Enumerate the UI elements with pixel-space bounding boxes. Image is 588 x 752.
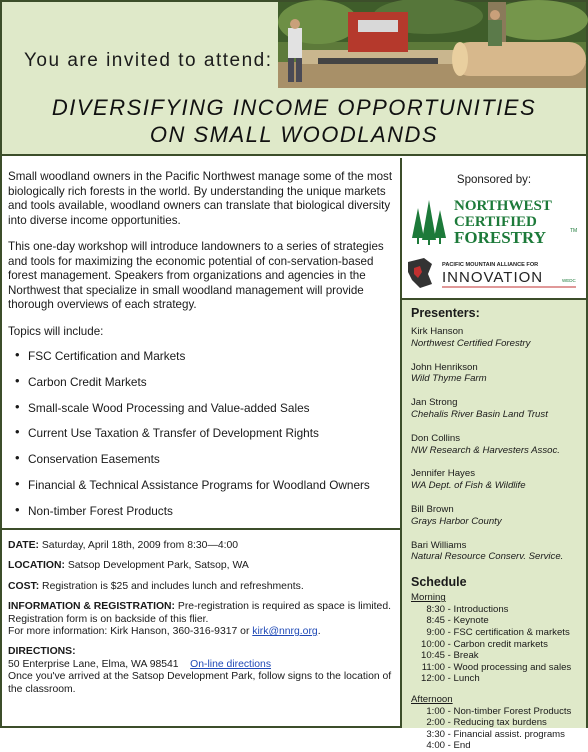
- presenter-item: [411, 504, 586, 528]
- schedule-item: [411, 662, 586, 674]
- topic-item: • Small-scale Wood Processing and Value-added Sales: [8, 401, 394, 427]
- nwcf-line3: FORESTRY: [454, 228, 546, 247]
- presenter-item: [411, 433, 586, 457]
- schedule-time: 9:00: [426, 626, 445, 638]
- topics-list: [8, 349, 394, 530]
- directions-row: [8, 646, 394, 696]
- presenter-item: [411, 540, 586, 564]
- sponsored-by-label: Sponsored by:: [456, 174, 532, 186]
- topic-item: • Conservation Easements: [8, 452, 394, 478]
- presenter-name: Jennifer Hayes: [411, 468, 475, 480]
- cost-label: COST:: [8, 580, 40, 592]
- registration-label: INFORMATION & REGISTRATION:: [8, 601, 176, 613]
- presenter-name: Jan Strong: [411, 397, 458, 409]
- date-row: [8, 540, 394, 552]
- date-value: Saturday, April 18th, 2009 from 8:30—4:00: [38, 540, 239, 551]
- schedule-text: - Financial assist. programs: [445, 728, 565, 740]
- topic-item: • FSC Certification and Markets: [8, 349, 394, 375]
- schedule-text: - FSC certification & markets: [445, 626, 570, 638]
- presenter-org: WA Dept. of Fish & Wildlife: [411, 480, 526, 492]
- event-title: [2, 94, 586, 148]
- sawmill-photo: [278, 2, 586, 88]
- schedule-time: 11:00: [421, 661, 445, 673]
- afternoon-label: Afternoon: [411, 693, 453, 705]
- pmai-line2: INNOVATION: [442, 269, 544, 286]
- presenter-name: Don Collins: [411, 432, 461, 444]
- schedule-text: - Wood processing and sales: [445, 661, 572, 673]
- topic-item: • Financial & Technical Assistance Programs for Woodland Owners: [8, 478, 394, 504]
- presenters-schedule-panel: [402, 298, 586, 752]
- schedule-time: 10:00: [420, 638, 445, 650]
- schedule-item: [411, 740, 586, 752]
- schedule-item: [411, 706, 586, 718]
- presenter-name: John Henrikson: [411, 361, 478, 373]
- presenter-org: Wild Thyme Farm: [411, 373, 487, 385]
- presenter-org: NW Research & Harvesters Assoc.: [411, 444, 560, 456]
- schedule-item: [411, 717, 586, 729]
- presenter-item: [411, 326, 586, 350]
- pmai-line1: PACIFIC MOUNTAIN ALLIANCE FOR: [442, 262, 539, 268]
- nwcf-line1: NORTHWEST: [454, 198, 552, 214]
- sponsors-box: [402, 158, 586, 298]
- nwcf-tm: TM: [570, 228, 578, 234]
- schedule-text: - Carbon credit markets: [445, 638, 548, 650]
- topic-item: • Carbon Credit Markets: [8, 375, 394, 401]
- presenter-org: Northwest Certified Forestry: [411, 337, 531, 349]
- schedule-item: [411, 673, 586, 685]
- event-details: [2, 528, 400, 728]
- schedule-item: [411, 650, 586, 662]
- presenter-org: Grays Harbor County: [411, 515, 502, 527]
- presenter-item: [411, 362, 586, 386]
- presenter-item: [411, 397, 586, 421]
- header-banner: [2, 2, 586, 156]
- schedule-time: 2:00: [426, 717, 445, 729]
- pacific-mountain-alliance-logo: [406, 254, 582, 292]
- presenters-heading: Presenters:: [411, 306, 480, 320]
- registration-row: [8, 601, 394, 638]
- presenter-name: Bari Williams: [411, 539, 467, 551]
- intro-paragraph-1: Small woodland owners in the Pacific Northwest manage some of the most biologically rich forests in the world. By understanding the unique markets and tools available, woodland owners can translate that biological diversity into diverse income opportunities.: [8, 170, 393, 227]
- schedule-item: [411, 729, 586, 741]
- schedule-heading: Schedule: [411, 575, 467, 590]
- presenter-org: Chehalis River Basin Land Trust: [411, 408, 548, 420]
- schedule-time: 8:30: [426, 603, 445, 615]
- location-label: LOCATION:: [8, 560, 65, 572]
- schedule-text: - Keynote: [445, 615, 489, 627]
- location-value: Satsop Development Park, Satsop, WA: [64, 560, 249, 572]
- registration-value: Pre-registration is required as space is limited. Registration form is on backside of this flier.: [8, 601, 391, 625]
- directions-note: Once you've arrived at the Satsop Development Park, follow signs to the location of the classroom.: [8, 671, 392, 695]
- location-row: [8, 560, 394, 572]
- morning-label: Morning: [411, 592, 446, 604]
- presenter-name: Kirk Hanson: [411, 326, 464, 337]
- schedule-time: 10:45: [420, 650, 445, 662]
- schedule-text: - Introductions: [445, 603, 509, 615]
- nwcf-line2: CERTIFIED: [454, 214, 537, 230]
- schedule-time: 8:45: [426, 615, 445, 627]
- presenter-name: Bill Brown: [411, 503, 454, 515]
- topic-item: • Non-timber Forest Products: [8, 504, 394, 530]
- schedule-text: - Lunch: [445, 673, 480, 685]
- intro-paragraph-2: This one-day workshop will introduce landowners to a series of strategies and tools for maximizing the economic potential of con-servation-based forest management. Speakers from organizations and agencies in the Northwest that specialize in small woodland management will provide thorough overviews of each strategy.: [8, 240, 384, 311]
- schedule-text: - Non-timber Forest Products: [445, 705, 572, 717]
- schedule-item: [411, 627, 586, 639]
- invite-text: You are invited to attend:: [24, 50, 273, 71]
- presenter-org: Natural Resource Conserv. Service.: [411, 551, 564, 563]
- email-link[interactable]: kirk@nnrg.org: [252, 626, 318, 638]
- schedule-time: 1:00: [426, 705, 445, 717]
- schedule-time: 3:30: [426, 728, 445, 740]
- schedule-time: 12:00: [420, 673, 445, 685]
- event-title-line1: DIVERSIFYING INCOME OPPORTUNITIES: [51, 95, 537, 120]
- cost-value: Registration is $25 and includes lunch and refreshments.: [39, 580, 304, 592]
- cost-row: [8, 581, 394, 593]
- event-title-line2: ON SMALL WOODLANDS: [149, 122, 439, 147]
- schedule-item: [411, 615, 586, 627]
- schedule-text: - Reducing tax burdens: [445, 717, 547, 729]
- more-info-end: .: [317, 626, 321, 638]
- schedule-item: [411, 604, 586, 616]
- northwest-certified-forestry-logo: [406, 194, 582, 246]
- address-text: 50 Enterprise Lane, Elma, WA 98541: [8, 658, 179, 670]
- online-directions-link[interactable]: On-line directions: [190, 658, 272, 670]
- more-info-text: For more information: Kirk Hanson, 360-316-9317 or: [8, 626, 253, 638]
- main-content: [2, 158, 400, 526]
- schedule-text: - Break: [445, 650, 479, 662]
- schedule-item: [411, 639, 586, 651]
- topic-item: • Current Use Taxation & Transfer of Development Rights: [8, 426, 394, 452]
- pmai-badge: WEDC: [562, 278, 576, 283]
- schedule-time: 4:00: [426, 740, 445, 752]
- topics-heading: Topics will include:: [8, 324, 104, 338]
- date-label: DATE:: [8, 540, 39, 551]
- directions-label: DIRECTIONS:: [8, 646, 76, 658]
- presenter-item: [411, 468, 586, 492]
- schedule-text: - End: [445, 740, 471, 752]
